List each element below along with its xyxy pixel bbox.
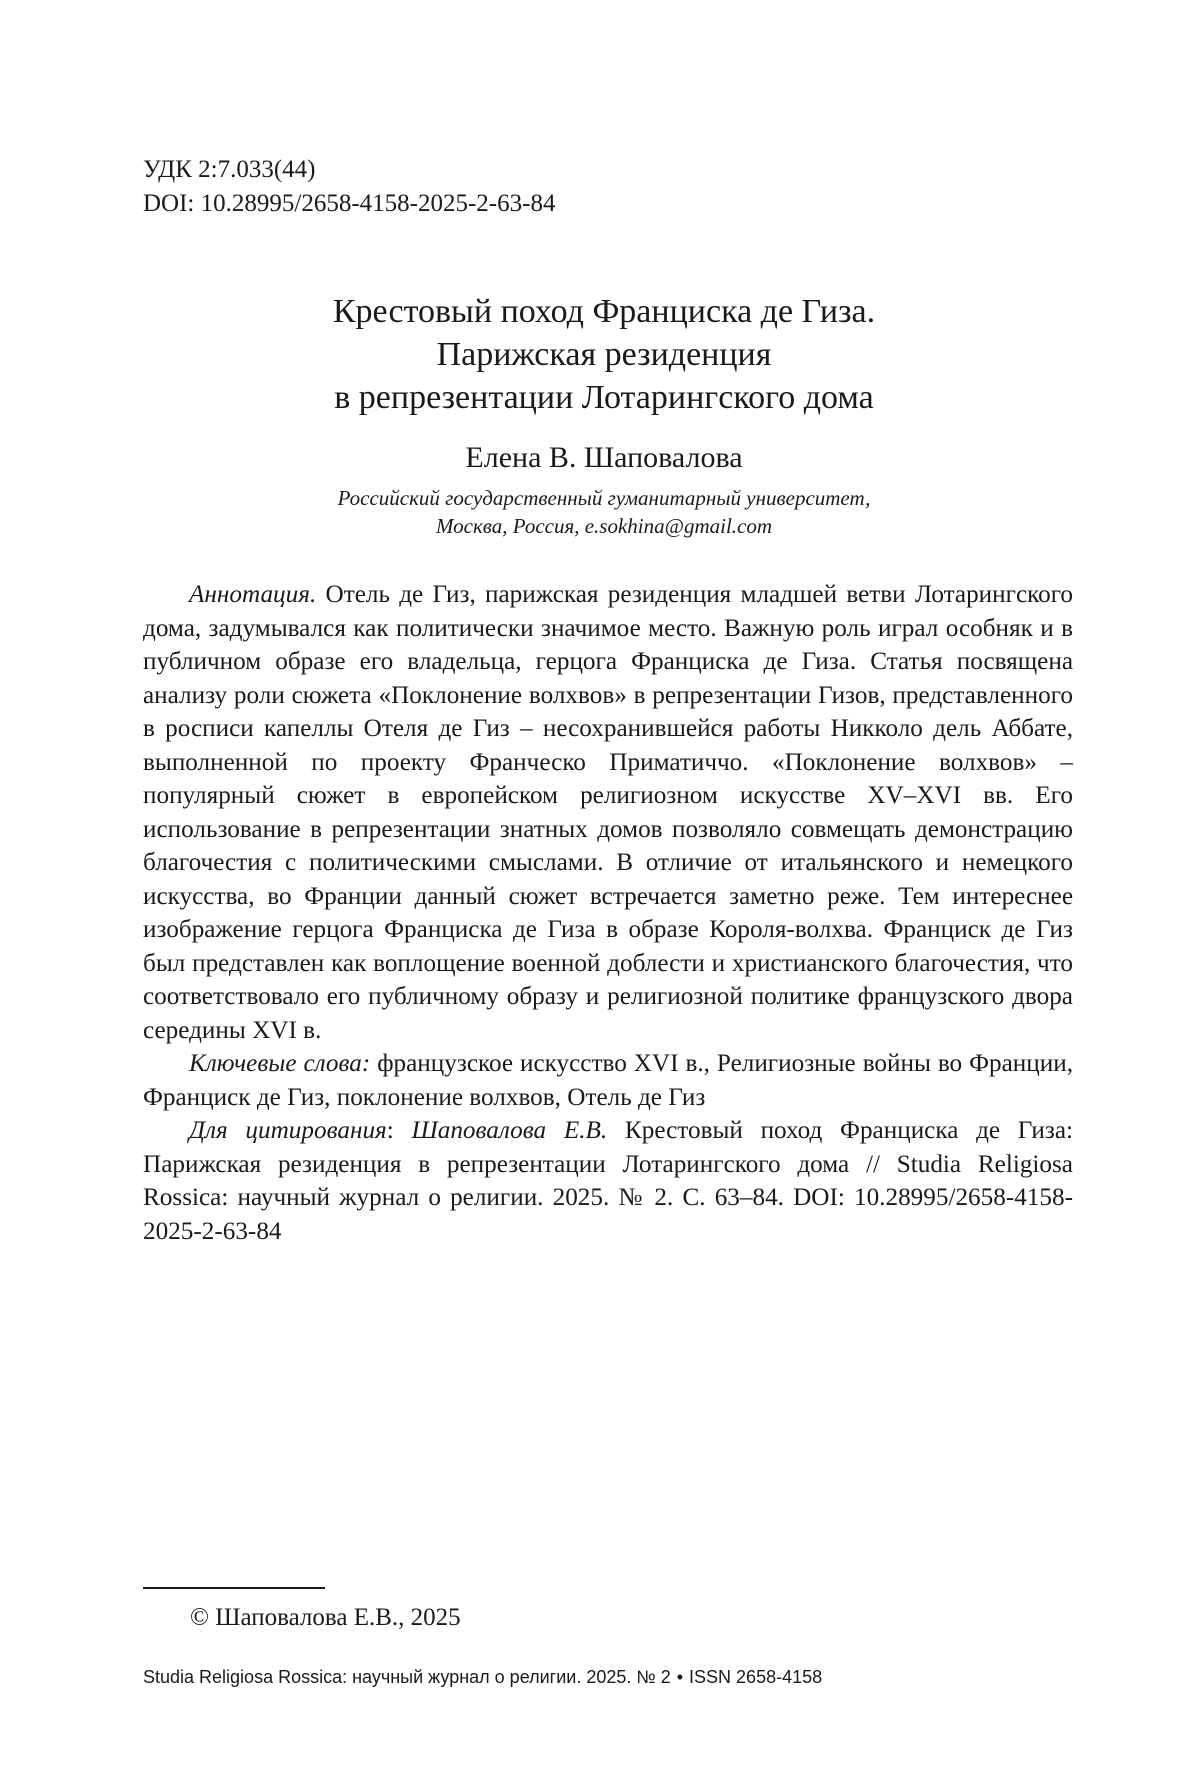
udk-code: УДК 2:7.033(44): [143, 156, 316, 183]
citation-text: Крестовый поход Франциска де Гиза: Парижская резиденция в репрезентации Лотарингского дома // Studia Religiosa Rossica: научный журнал о религии. 2025. № 2. С. 63–84. DOI: 10.28995/2658-4158-2025-2-63-84: [143, 1117, 1074, 1245]
citation-label: Для цитирования: [189, 1117, 387, 1144]
footer-issn: ISSN 2658-4158: [689, 1667, 823, 1687]
abstract-block: [143, 578, 1073, 1248]
title-line-3: в репрезентации Лотарингского дома: [334, 379, 874, 416]
abstract-text: Отель де Гиз, парижская резиденция младшей ветви Лотарингского дома, задумывался как политически значимое место. Важную роль играл особняк и в публичном образе его владельца, герцога Франциска де Гиза. Статья посвящена анализу роли сюжета «Поклонение волхвов» в репрезентации Гизов, представленного в росписи капеллы Отеля де Гиз – несохранившейся работы Никколо дель Аббате, выполненной по проекту Франческо Приматиччо. «Поклонение волхвов» – популярный сюжет в европейском религиозном искусстве XV–XVI вв. Его использование в репрезентации знатных домов позволяло совмещать демонстрацию благочестия с политическими смыслами. В отличие от итальянского и немецкого искусства, во Франции данный сюжет встречается заметно реже. Тем интереснее изображение герцога Франциска де Гиза в образе Короля-волхва. Франциск де Гиз был представлен как воплощение военной доблести и христианского благочестия, что соответствовало его публичному образу и религиозной политике французского двора середины XVI в.: [143, 581, 1073, 1044]
article-title: [143, 290, 1065, 419]
author-affiliation: [143, 484, 1065, 540]
doi-line[interactable]: DOI: 10.28995/2658-4158-2025-2-63-84: [143, 190, 556, 217]
journal-footer: [143, 1665, 822, 1689]
keywords-label: Ключевые слова:: [189, 1050, 371, 1077]
citation-author: Шаповалова Е.В.: [411, 1117, 608, 1144]
abstract-label: Аннотация.: [189, 581, 317, 608]
affiliation-line-2: Москва, Россия, e.sokhina@gmail.com: [435, 514, 773, 538]
keywords-text: французское искусство XVI в., Религиозные войны во Франции, Франциск де Гиз, поклонение волхвов, Отель де Гиз: [143, 1050, 1073, 1111]
abstract-paragraph: [143, 578, 1073, 1047]
citation-separator: :: [386, 1117, 394, 1144]
copyright-notice: © Шаповалова Е.В., 2025: [190, 1604, 461, 1631]
keywords-paragraph: [143, 1047, 1073, 1114]
title-line-2: Парижская резиденция: [436, 336, 772, 373]
citation-paragraph: [143, 1114, 1073, 1248]
footer-bullet: •: [676, 1667, 684, 1687]
affiliation-line-1: Российский государственный гуманитарный университет,: [337, 486, 871, 510]
title-line-1: Крестовый поход Франциска де Гиза.: [332, 293, 876, 330]
author-name: Елена В. Шаповалова: [465, 441, 743, 474]
article-metadata: [143, 153, 555, 221]
footer-journal: Studia Religiosa Rossica: научный журнал о религии. 2025. № 2: [143, 1667, 671, 1687]
footnote-divider: [143, 1587, 325, 1589]
